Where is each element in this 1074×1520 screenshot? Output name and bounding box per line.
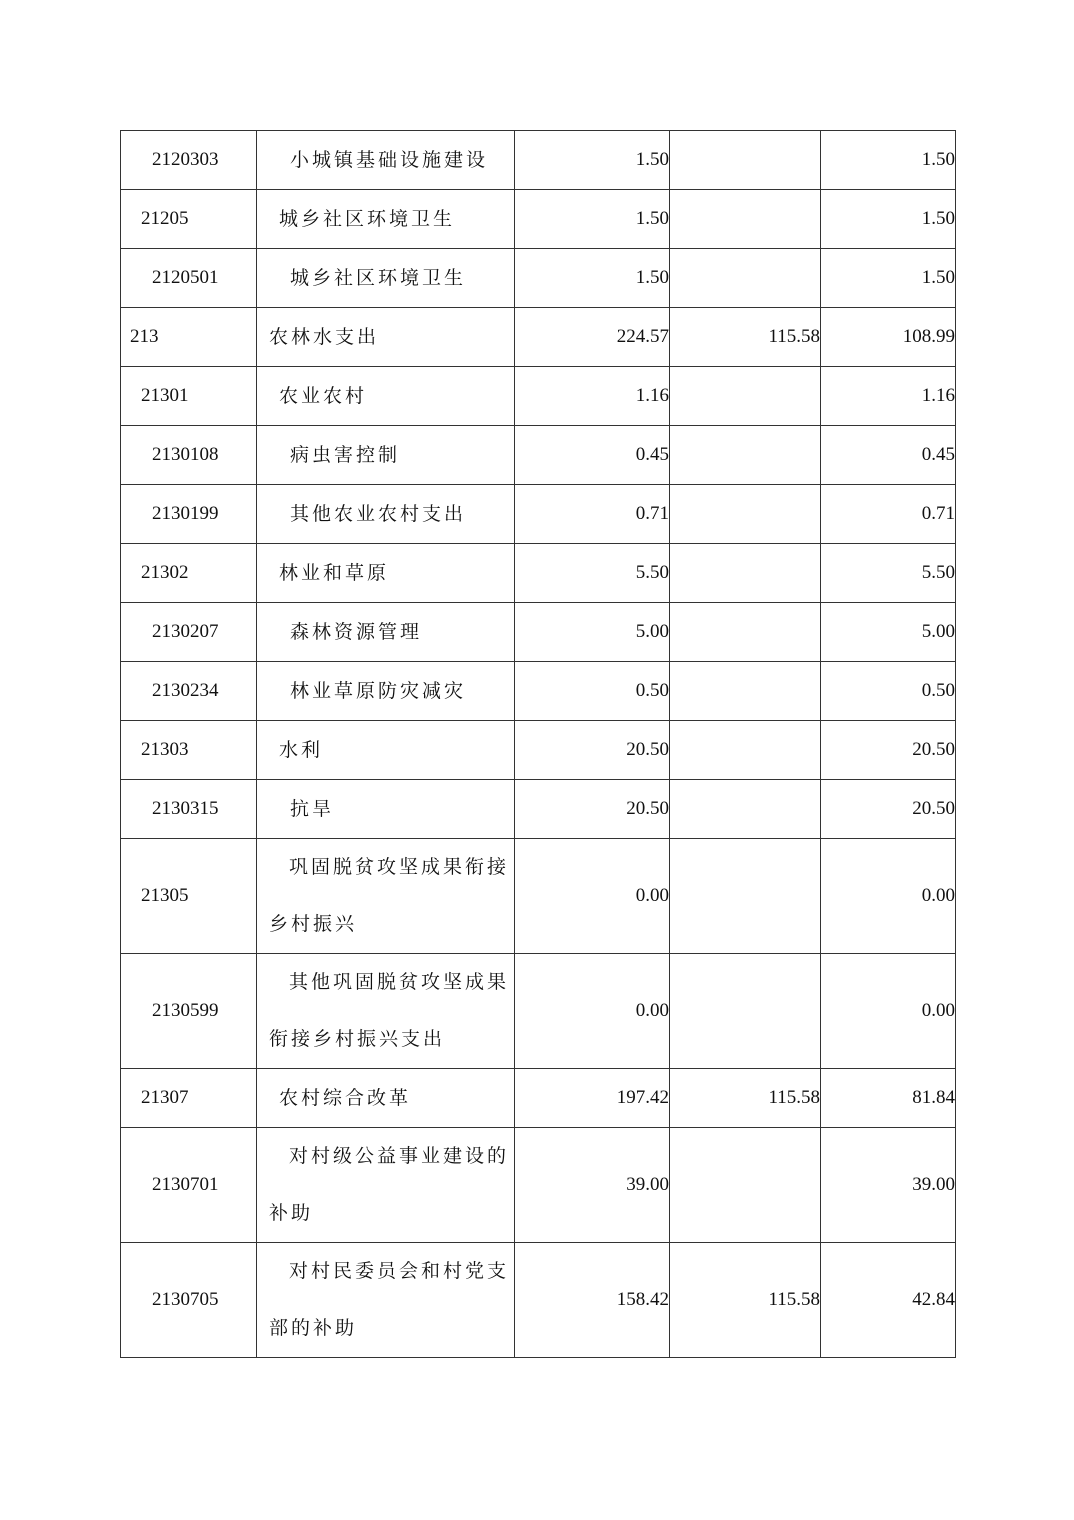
table-row bbox=[121, 190, 956, 249]
code-cell: 2130701 bbox=[121, 1128, 257, 1243]
name-cell: 森林资源管理 bbox=[257, 603, 515, 662]
project-expenditure-cell: 1.50 bbox=[821, 131, 956, 190]
table-row bbox=[121, 954, 956, 1069]
table-row bbox=[121, 1243, 956, 1358]
basic-expenditure-cell bbox=[670, 721, 821, 780]
table-row bbox=[121, 544, 956, 603]
name-cell: 巩固脱贫攻坚成果衔接乡村振兴 bbox=[257, 839, 515, 954]
name-cell: 林业和草原 bbox=[257, 544, 515, 603]
code-cell: 2130207 bbox=[121, 603, 257, 662]
basic-expenditure-cell: 115.58 bbox=[670, 1243, 821, 1358]
code-cell: 21302 bbox=[121, 544, 257, 603]
table-row bbox=[121, 1128, 956, 1243]
code-cell: 21301 bbox=[121, 367, 257, 426]
name-cell: 农村综合改革 bbox=[257, 1069, 515, 1128]
code-cell: 21307 bbox=[121, 1069, 257, 1128]
name-cell: 抗旱 bbox=[257, 780, 515, 839]
table-row bbox=[121, 839, 956, 954]
code-cell: 213 bbox=[121, 308, 257, 367]
total-amount-cell: 20.50 bbox=[515, 721, 670, 780]
budget-table-body bbox=[121, 131, 956, 1358]
table-row bbox=[121, 131, 956, 190]
table-row bbox=[121, 426, 956, 485]
total-amount-cell: 20.50 bbox=[515, 780, 670, 839]
project-expenditure-cell: 0.45 bbox=[821, 426, 956, 485]
name-cell: 小城镇基础设施建设 bbox=[257, 131, 515, 190]
basic-expenditure-cell: 115.58 bbox=[670, 1069, 821, 1128]
project-expenditure-cell: 1.50 bbox=[821, 249, 956, 308]
code-cell: 2130234 bbox=[121, 662, 257, 721]
code-cell: 2130108 bbox=[121, 426, 257, 485]
name-cell: 其他农业农村支出 bbox=[257, 485, 515, 544]
total-amount-cell: 39.00 bbox=[515, 1128, 670, 1243]
name-cell: 病虫害控制 bbox=[257, 426, 515, 485]
name-cell: 对村民委员会和村党支部的补助 bbox=[257, 1243, 515, 1358]
total-amount-cell: 158.42 bbox=[515, 1243, 670, 1358]
total-amount-cell: 0.50 bbox=[515, 662, 670, 721]
table-row bbox=[121, 308, 956, 367]
name-cell: 其他巩固脱贫攻坚成果衔接乡村振兴支出 bbox=[257, 954, 515, 1069]
table-row bbox=[121, 1069, 956, 1128]
total-amount-cell: 0.45 bbox=[515, 426, 670, 485]
code-cell: 21305 bbox=[121, 839, 257, 954]
total-amount-cell: 1.50 bbox=[515, 190, 670, 249]
name-cell: 城乡社区环境卫生 bbox=[257, 249, 515, 308]
project-expenditure-cell: 108.99 bbox=[821, 308, 956, 367]
basic-expenditure-cell bbox=[670, 426, 821, 485]
project-expenditure-cell: 0.71 bbox=[821, 485, 956, 544]
basic-expenditure-cell bbox=[670, 1128, 821, 1243]
basic-expenditure-cell bbox=[670, 839, 821, 954]
basic-expenditure-cell bbox=[670, 954, 821, 1069]
total-amount-cell: 1.50 bbox=[515, 249, 670, 308]
total-amount-cell: 224.57 bbox=[515, 308, 670, 367]
basic-expenditure-cell bbox=[670, 780, 821, 839]
total-amount-cell: 0.71 bbox=[515, 485, 670, 544]
project-expenditure-cell: 20.50 bbox=[821, 721, 956, 780]
project-expenditure-cell: 0.50 bbox=[821, 662, 956, 721]
table-row bbox=[121, 721, 956, 780]
basic-expenditure-cell bbox=[670, 544, 821, 603]
basic-expenditure-cell bbox=[670, 603, 821, 662]
table-row bbox=[121, 485, 956, 544]
project-expenditure-cell: 5.50 bbox=[821, 544, 956, 603]
code-cell: 2130599 bbox=[121, 954, 257, 1069]
code-cell: 2130315 bbox=[121, 780, 257, 839]
code-cell: 2130199 bbox=[121, 485, 257, 544]
table-row bbox=[121, 367, 956, 426]
table-row bbox=[121, 603, 956, 662]
project-expenditure-cell: 0.00 bbox=[821, 839, 956, 954]
project-expenditure-cell: 81.84 bbox=[821, 1069, 956, 1128]
name-cell: 水利 bbox=[257, 721, 515, 780]
basic-expenditure-cell bbox=[670, 131, 821, 190]
code-cell: 21205 bbox=[121, 190, 257, 249]
project-expenditure-cell: 1.50 bbox=[821, 190, 956, 249]
basic-expenditure-cell: 115.58 bbox=[670, 308, 821, 367]
name-cell: 对村级公益事业建设的补助 bbox=[257, 1128, 515, 1243]
name-cell: 农林水支出 bbox=[257, 308, 515, 367]
project-expenditure-cell: 42.84 bbox=[821, 1243, 956, 1358]
budget-table bbox=[120, 130, 956, 1358]
name-cell: 林业草原防灾减灾 bbox=[257, 662, 515, 721]
total-amount-cell: 1.16 bbox=[515, 367, 670, 426]
project-expenditure-cell: 5.00 bbox=[821, 603, 956, 662]
code-cell: 21303 bbox=[121, 721, 257, 780]
total-amount-cell: 0.00 bbox=[515, 954, 670, 1069]
project-expenditure-cell: 39.00 bbox=[821, 1128, 956, 1243]
table-row bbox=[121, 780, 956, 839]
project-expenditure-cell: 20.50 bbox=[821, 780, 956, 839]
total-amount-cell: 0.00 bbox=[515, 839, 670, 954]
code-cell: 2130705 bbox=[121, 1243, 257, 1358]
basic-expenditure-cell bbox=[670, 249, 821, 308]
basic-expenditure-cell bbox=[670, 190, 821, 249]
name-cell: 城乡社区环境卫生 bbox=[257, 190, 515, 249]
basic-expenditure-cell bbox=[670, 485, 821, 544]
total-amount-cell: 5.50 bbox=[515, 544, 670, 603]
project-expenditure-cell: 0.00 bbox=[821, 954, 956, 1069]
basic-expenditure-cell bbox=[670, 367, 821, 426]
table-row bbox=[121, 662, 956, 721]
code-cell: 2120501 bbox=[121, 249, 257, 308]
code-cell: 2120303 bbox=[121, 131, 257, 190]
project-expenditure-cell: 1.16 bbox=[821, 367, 956, 426]
total-amount-cell: 5.00 bbox=[515, 603, 670, 662]
table-row bbox=[121, 249, 956, 308]
total-amount-cell: 197.42 bbox=[515, 1069, 670, 1128]
basic-expenditure-cell bbox=[670, 662, 821, 721]
total-amount-cell: 1.50 bbox=[515, 131, 670, 190]
name-cell: 农业农村 bbox=[257, 367, 515, 426]
